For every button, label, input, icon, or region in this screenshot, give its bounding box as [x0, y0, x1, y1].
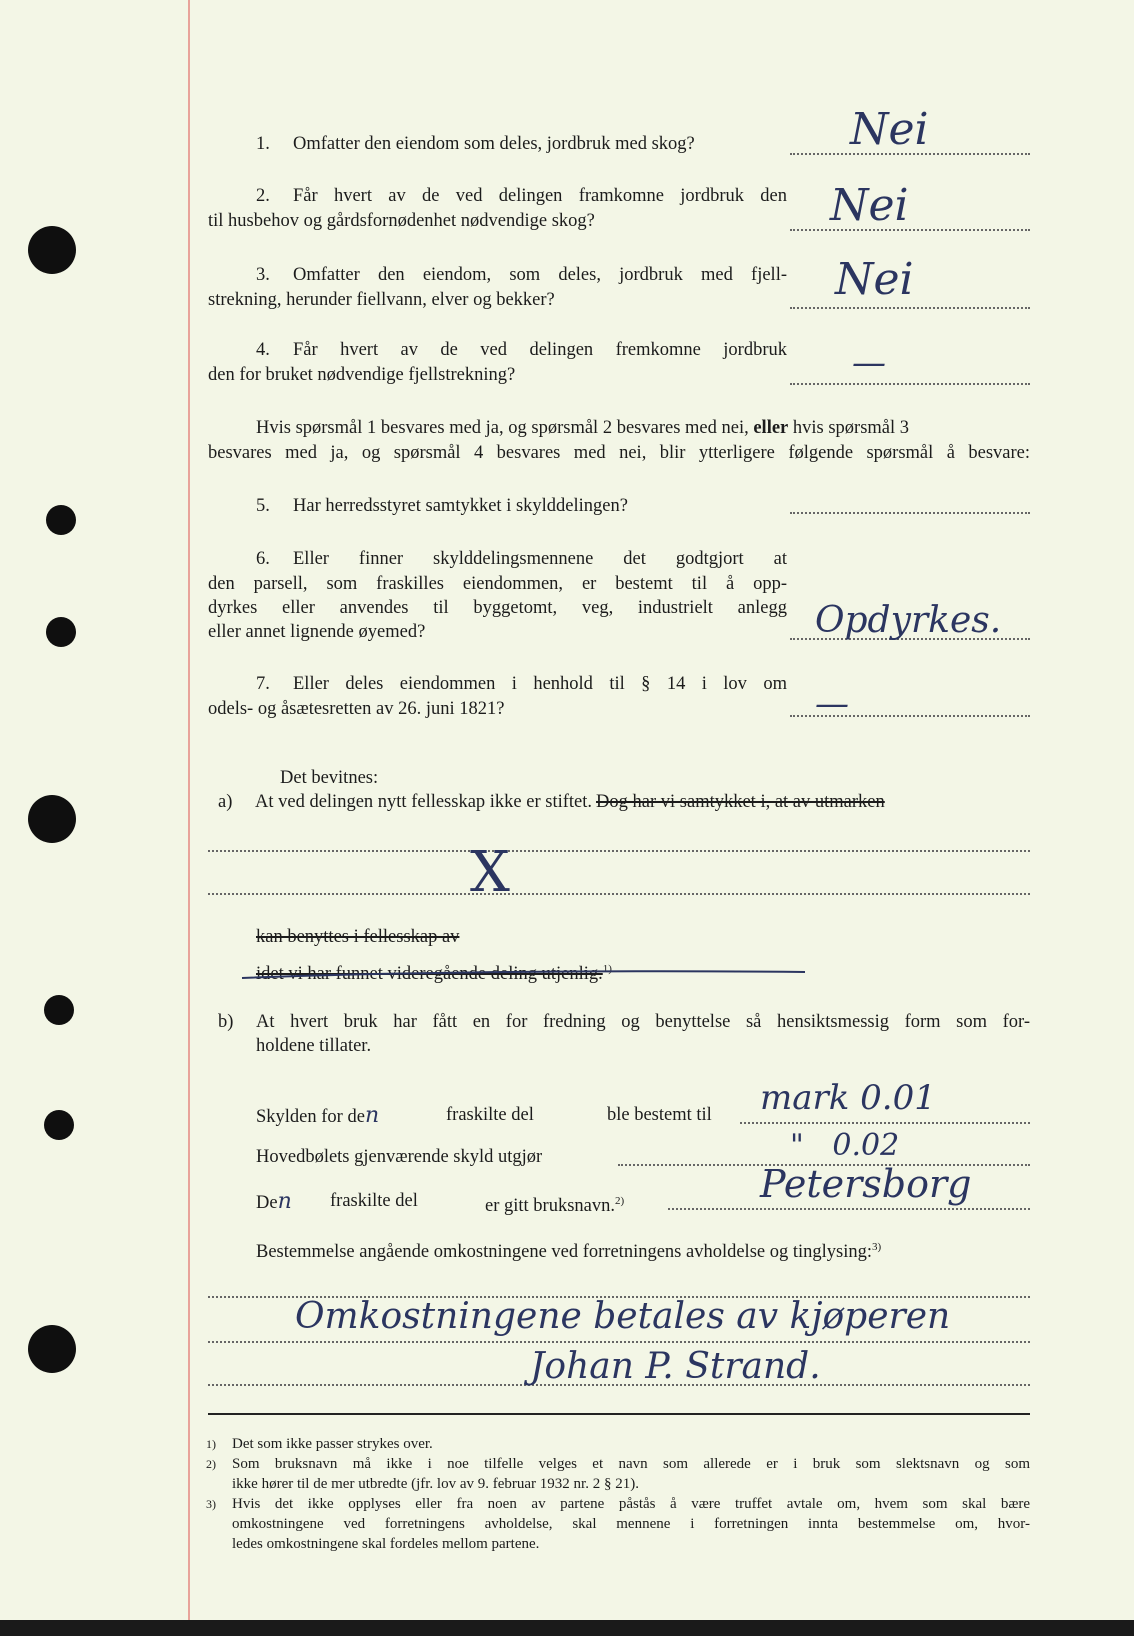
question-6-line-3: dyrkes eller anvendes til byggetomt, veg, industrielt anlegg [208, 598, 787, 618]
skylden-value: mark 0.01 [760, 1078, 936, 1118]
question-2-line-1: Får hvert av de ved delingen framkomne jordbruk den [293, 186, 787, 206]
answer-line [790, 383, 1030, 385]
question-7-number: 7. [256, 674, 270, 694]
question-1-number: 1. [256, 134, 270, 154]
struck-line-1: kan benyttes i fellesskap av [256, 927, 460, 947]
question-4-answer: — [852, 343, 886, 383]
question-4-number: 4. [256, 340, 270, 360]
question-5-number: 5. [256, 496, 270, 516]
question-6-number: 6. [256, 549, 270, 569]
attest-b-line-2: holdene tillater. [256, 1036, 372, 1056]
footnote-1-text: Det som ikke passer strykes over. [232, 1436, 433, 1452]
blank-line [208, 893, 1030, 895]
question-2-line-2: til husbehov og gårdsfornødenhet nødvendige skog? [208, 211, 595, 231]
bruksnavn-label-2: fraskilte del [330, 1191, 418, 1211]
footnote-2-line-2: ikke hører til de mer utbredte (jfr. lov av 9. februar 1932 nr. 2 § 21). [232, 1476, 639, 1492]
punch-hole [28, 795, 76, 843]
blank-line [208, 850, 1030, 852]
punch-hole [46, 505, 76, 535]
question-3-number: 3. [256, 265, 270, 285]
question-2-answer: Nei [830, 180, 909, 231]
footnote-1-mark: 1) [206, 1437, 216, 1451]
footnote-3-mark: 3) [206, 1497, 216, 1511]
question-4-line-2: den for bruket nødvendige fjellstrekning? [208, 365, 516, 385]
footnote-3-line-2: omkostningene ved forretningens avholdelse, skal mennene i forretningen innta bestemmelse om, hvor- [232, 1516, 1030, 1532]
bruksnavn-value: Petersborg [760, 1162, 972, 1206]
attest-b-line-1: At hvert bruk har fått en for fredning og benyttelse så hensiktsmessig form som for- [256, 1012, 1030, 1032]
punch-hole [28, 226, 76, 274]
footnote-3-line-3: ledes omkostningene skal fordeles mellom partene. [232, 1536, 540, 1552]
margin-line [188, 0, 190, 1636]
question-6-line-2: den parsell, som fraskilles eiendommen, er bestemt til å opp- [208, 574, 787, 594]
question-1-text: Omfatter den eiendom som deles, jordbruk med skog? [293, 134, 695, 154]
punch-hole [28, 1325, 76, 1373]
question-7-answer: — [815, 684, 849, 724]
question-3-line-2: strekning, herunder fiellvann, elver og bekker? [208, 290, 555, 310]
instruction-line-2: besvares med ja, og spørsmål 4 besvares med nei, blir ytterligere følgende spørsmål å besvare: [208, 443, 1030, 463]
answer-line [790, 229, 1030, 231]
punch-hole [46, 617, 76, 647]
question-1-answer: Nei [850, 104, 929, 155]
attest-b-label: b) [218, 1012, 234, 1032]
hoved-label: Hovedbølets gjenværende skyld utgjør [256, 1147, 543, 1167]
question-2-number: 2. [256, 186, 270, 206]
footnote-3-line-1: Hvis det ikke opplyses eller fra noen av partene påstås å være truffet avtale om, hvem som skal bære [232, 1496, 1030, 1512]
skylden-label: Skylden for den [256, 1103, 380, 1128]
question-6-answer: Opdyrkes. [815, 600, 1002, 641]
question-6-line-1: Eller finner skylddelingsmennene det godtgjort at [293, 549, 787, 569]
skylden-line [740, 1122, 1030, 1124]
skylden-label-3: ble bestemt til [607, 1105, 712, 1125]
cost-text-2: Johan P. Strand. [530, 1346, 821, 1387]
attest-a-label: a) [218, 792, 233, 812]
cost-text-1: Omkostningene betales av kjøperen [295, 1296, 951, 1337]
footnote-2-mark: 2) [206, 1457, 216, 1471]
bestemmelse-label: Bestemmelse angående omkostningene ved forretningens avholdelse og tinglysing:$^{3)}$ [256, 1241, 882, 1263]
strike-pen-line [240, 968, 810, 980]
cost-line [208, 1341, 1030, 1343]
bruksnavn-label: Den [256, 1189, 292, 1214]
question-3-line-1: Omfatter den eiendom, som deles, jordbruk med fjell- [293, 265, 787, 285]
bruksnavn-label-3: er gitt bruksnavn.$^{2)}$ [485, 1195, 625, 1217]
question-7-line-1: Eller deles eiendommen i henhold til § 14 i lov om [293, 674, 787, 694]
instruction-line-1: Hvis spørsmål 1 besvares med ja, og spørsmål 2 besvares med nei, eller hvis spørsmål 3 [256, 418, 910, 438]
skylden-label-2: fraskilte del [446, 1105, 534, 1125]
question-6-line-4: eller annet lignende øyemed? [208, 622, 426, 642]
answer-line [790, 307, 1030, 309]
punch-hole [44, 1110, 74, 1140]
bruksnavn-line [668, 1208, 1030, 1210]
question-3-answer: Nei [835, 254, 914, 305]
punch-hole [44, 995, 74, 1025]
footnote-2-line-1: Som bruksnavn må ikke i noe tilfelle velges et navn som allerede er i bruk som slektsnavn og som [232, 1456, 1030, 1472]
answer-line [790, 512, 1030, 514]
hoved-value: " 0.02 [790, 1128, 900, 1163]
question-5-text: Har herredsstyret samtykket i skylddelingen? [293, 496, 628, 516]
footnote-rule [208, 1413, 1030, 1415]
question-7-line-2: odels- og åsætesretten av 26. juni 1821? [208, 699, 505, 719]
question-4-line-1: Får hvert av de ved delingen fremkomne jordbruk [293, 340, 787, 360]
attest-heading: Det bevitnes: [280, 768, 379, 788]
cross-mark: X [470, 840, 510, 905]
scan-edge [0, 1620, 1134, 1636]
attest-a-text: At ved delingen nytt fellesskap ikke er stiftet. Dog har vi samtykket i, at av utmarken [255, 792, 885, 812]
struck-line-2: idet vi har funnet videregående deling utjenlig.$^{1)}$ [256, 963, 612, 985]
